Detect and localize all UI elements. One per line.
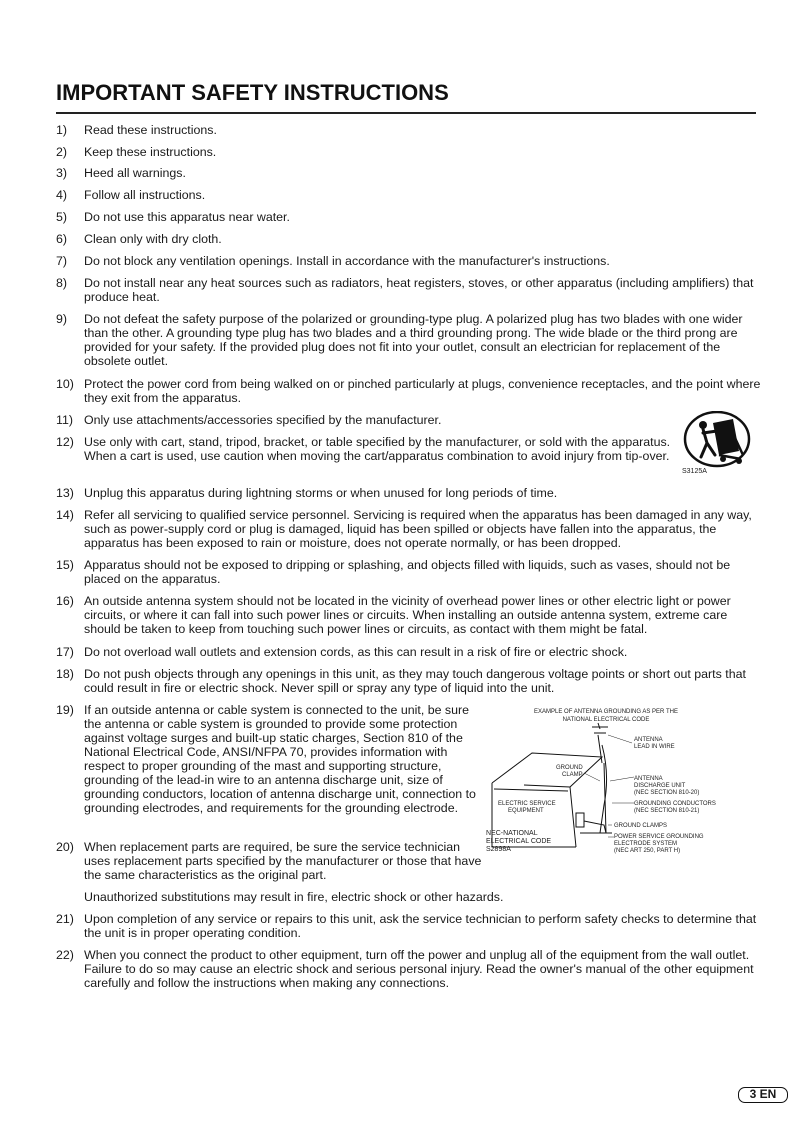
item-number: 6) (56, 232, 68, 246)
diagram-title-line1: EXAMPLE OF ANTENNA GROUNDING AS PER THE (534, 709, 678, 715)
item-number: 1) (56, 123, 68, 137)
item-text: Upon completion of any service or repairs to this unit, ask the service technician to perform safety checks to determine that the unit is in proper operating condition. (84, 912, 757, 940)
diagram-label-nec-1: NEC-NATIONAL (486, 830, 538, 837)
diagram-label-nec-2: ELECTRICAL CODE (486, 838, 552, 845)
item-number: 13) (56, 486, 74, 500)
item-number: 17) (56, 645, 74, 659)
page-number: 3 EN (738, 1087, 788, 1103)
item-number: 3) (56, 166, 68, 180)
diagram-label-power-1: POWER SERVICE GROUNDING (614, 834, 704, 840)
item-number: 11) (56, 413, 73, 427)
item-text: Protect the power cord from being walked on or pinched particularly at plugs, convenience receptacles, and the point where they exit from the apparatus. (84, 377, 761, 405)
item-text: Do not block any ventilation openings. Install in accordance with the manufacturer's instructions. (84, 254, 610, 268)
diagram-label-discharge-2: DISCHARGE UNIT (634, 783, 686, 789)
diagram-label-conductors-1: GROUNDING CONDUCTORS (634, 801, 716, 807)
diagram-label-clamps: GROUND CLAMPS (614, 823, 668, 829)
item-text: An outside antenna system should not be located in the vicinity of overhead power lines or other electric light or power circuits, or where it can fall into such power lines or circuits. When installing an outside antenna system, extreme care should be taken to keep from touching such power lines or circuits, as contact with them might be fatal. (84, 594, 731, 636)
item-number: 21) (56, 912, 74, 926)
item-text: Follow all instructions. (84, 188, 206, 202)
diagram-label-discharge-3: (NEC SECTION 810-20) (634, 790, 700, 796)
item-number: 9) (56, 312, 68, 326)
item-text: Heed all warnings. (84, 166, 186, 180)
item-text: Do not defeat the safety purpose of the polarized or grounding-type plug. A polarized plug has two blades with one wider than the other. A grounding type plug has two blades and a third grounding prong. The wide blade or the third prong are provided for your safety. If the provided plug does not fit into your outlet, consult an electrician for replacement of the obsolete outlet. (84, 312, 743, 368)
diagram-label-antenna-1: ANTENNA (634, 737, 663, 743)
item-number: 10) (56, 377, 74, 391)
page-title: IMPORTANT SAFETY INSTRUCTIONS (56, 80, 449, 105)
diagram-label-ground-2: CLAMP (562, 772, 583, 778)
item-number: 12) (56, 435, 74, 449)
item-text: Do not overload wall outlets and extension cords, as this can result in a risk of fire or electric shock. (84, 645, 628, 659)
item-text: Read these instructions. (84, 123, 217, 137)
diagram-label-discharge-1: ANTENNA (634, 776, 663, 782)
item-text: Do not install near any heat sources such as radiators, heat registers, stoves, or other apparatus (including amplifiers) that produce heat. (84, 276, 754, 304)
item-text: Do not use this apparatus near water. (84, 210, 290, 224)
diagram-title-line2: NATIONAL ELECTRICAL CODE (562, 717, 650, 723)
diagram-label-nec-3: S2898A (486, 846, 511, 853)
item-number: 7) (56, 254, 68, 268)
diagram-label-power-2: ELECTRODE SYSTEM (614, 841, 678, 847)
antenna-grounding-diagram (484, 705, 734, 865)
item-number: 2) (56, 145, 68, 159)
item-number: 22) (56, 948, 74, 962)
item-text: Refer all servicing to qualified service personnel. Servicing is required when the apparatus has been damaged in any way, such as power-supply cord or plug is damaged, liquid has been spilled or objects have fallen into the apparatus, the apparatus has been exposed to rain or moisture, does not operate normally, or has been dropped. (84, 508, 752, 550)
item-text: Keep these instructions. (84, 145, 217, 159)
diagram-label-antenna-2: LEAD IN WIRE (634, 744, 675, 750)
item-text: Only use attachments/accessories specified by the manufacturer. (84, 413, 442, 427)
item-text: Clean only with dry cloth. (84, 232, 222, 246)
item-number: 15) (56, 558, 74, 572)
diagram-label-ground-1: GROUND (556, 765, 583, 771)
item-text: When you connect the product to other equipment, turn off the power and unplug all of the equipment from the wall outlet. Failure to do so may cause an electric shock and serious personal injury. Read the owner's manual of the other equipment carefully and follow the instructions when making any connections. (84, 948, 754, 990)
cart-symbol-code: S3125A (682, 468, 707, 475)
item-number: 16) (56, 594, 74, 608)
item-text: If an outside antenna or cable system is connected to the unit, be sure the antenna or cable system is grounded to provide some protection against voltage surges and built-up static charges, Section 810 of the National Electrical Code, ANSI/NFPA 70, provides information with respect to proper grounding of the mast and supporting structure, grounding of the lead-in wire to an antenna discharge unit, size of grounding conductors, location of antenna discharge unit, connection to grounding electrodes, and requirements for the grounding electrode. (84, 703, 476, 815)
item-number: 8) (56, 276, 68, 290)
item-number: 18) (56, 667, 74, 681)
house-drawing (492, 723, 612, 847)
diagram-label-service-2: EQUIPMENT (508, 808, 544, 814)
diagram-label-conductors-2: (NEC SECTION 810-21) (634, 808, 700, 814)
item-20-note: Unauthorized substitutions may result in fire, electric shock or other hazards. (84, 890, 504, 904)
item-number: 19) (56, 703, 74, 717)
item-text: Unplug this apparatus during lightning storms or when unused for long periods of time. (84, 486, 558, 500)
diagram-label-service-1: ELECTRIC SERVICE (498, 801, 556, 807)
item-text: Use only with cart, stand, tripod, bracket, or table specified by the manufacturer, or sold with the apparatus. When a cart is used, use caution when moving the cart/apparatus combination to avoid injury from tip-over. (84, 435, 671, 463)
item-text: Do not push objects through any openings in this unit, as they may touch dangerous voltage points or short out parts that could result in fire or electric shock. Never spill or spray any type of liquid into the unit. (84, 667, 746, 695)
item-text: When replacement parts are required, be sure the service technician uses replacement parts specified by the manufacturer or those that have the same characteristics as the original part. (84, 840, 482, 882)
item-text: Apparatus should not be exposed to dripping or splashing, and objects filled with liquids, such as vases, should not be placed on the apparatus. (84, 558, 731, 586)
title-rule (56, 112, 756, 114)
cart-tip-over-warning-icon (683, 411, 763, 469)
item-number: 5) (56, 210, 68, 224)
item-number: 14) (56, 508, 74, 522)
item-number: 20) (56, 840, 74, 854)
diagram-label-power-3: (NEC ART 250, PART H) (614, 848, 681, 854)
item-number: 4) (56, 188, 68, 202)
